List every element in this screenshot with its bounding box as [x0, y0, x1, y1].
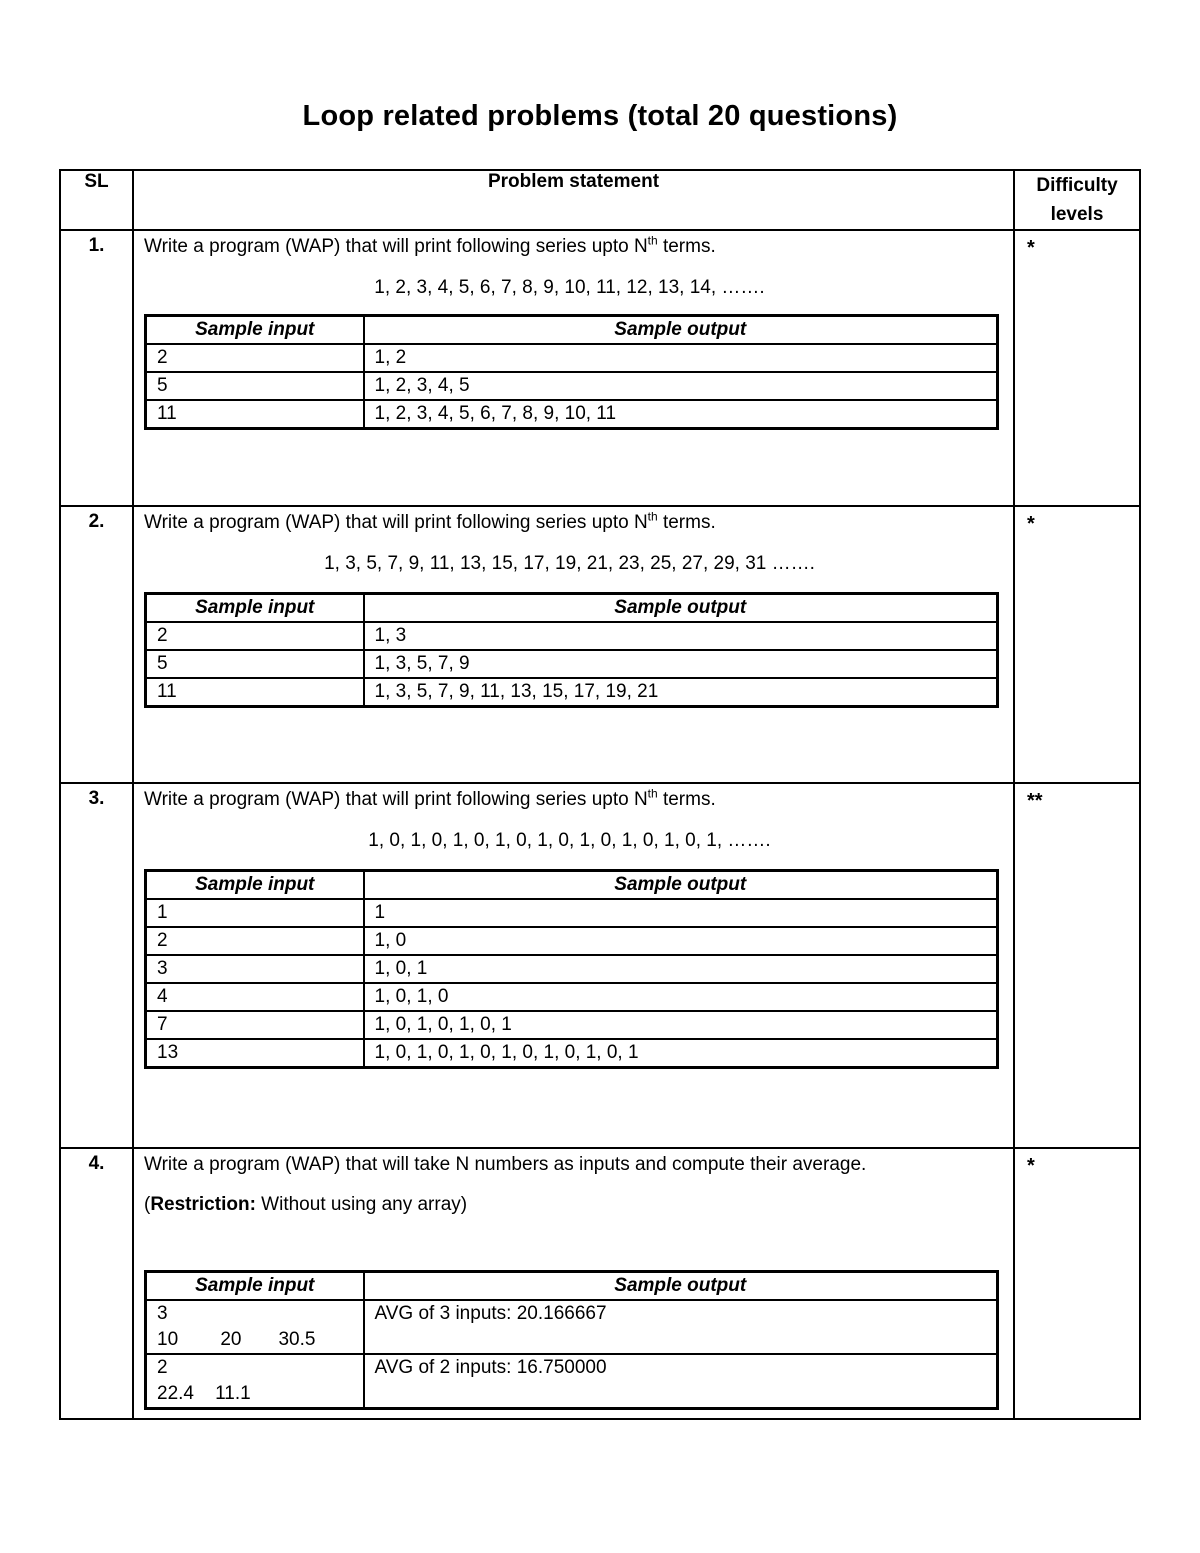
- difficulty-level: *: [1014, 230, 1140, 506]
- series-text: 1, 2, 3, 4, 5, 6, 7, 8, 9, 10, 11, 12, 13, 14, …….: [374, 277, 765, 298]
- problem-cell: [133, 783, 1014, 1148]
- problem-statement: Write a program (WAP) that will take N numbers as inputs and compute their average.: [144, 1154, 867, 1175]
- sample-row: 4 1, 0, 1, 0: [146, 983, 998, 1011]
- page-title: Loop related problems (total 20 questions): [302, 100, 898, 132]
- sample-row: 1 1: [146, 899, 998, 927]
- header-problem-statement: Problem statement: [133, 170, 1014, 230]
- problem-row-4: [60, 1148, 1140, 1419]
- series-text: 1, 3, 5, 7, 9, 11, 13, 15, 17, 19, 21, 23, 25, 27, 29, 31 …….: [324, 553, 815, 574]
- sample-row: 3 10 20 30.5 AVG of 3 inputs: 20.166667: [146, 1300, 998, 1354]
- sample-row: 2 22.4 11.1 AVG of 2 inputs: 16.750000: [146, 1354, 998, 1409]
- sample-row: 5 1, 3, 5, 7, 9: [146, 650, 998, 678]
- series-text: 1, 0, 1, 0, 1, 0, 1, 0, 1, 0, 1, 0, 1, 0, 1, 0, 1, …….: [368, 830, 771, 851]
- problem-cell: [133, 1148, 1014, 1419]
- sample-input-header: Sample input: [146, 1272, 364, 1301]
- problem-row-3: [60, 783, 1140, 1148]
- difficulty-level: **: [1014, 783, 1140, 1148]
- header-difficulty: [1014, 170, 1140, 230]
- sample-row: 3 1, 0, 1: [146, 955, 998, 983]
- problem-statement: Write a program (WAP) that will print following series upto $N^{th}$ terms.: [144, 509, 716, 533]
- sample-row: 13 1, 0, 1, 0, 1, 0, 1, 0, 1, 0, 1, 0, 1: [146, 1039, 998, 1068]
- sample-output-header: Sample output: [364, 316, 998, 345]
- problem-row-1: [60, 230, 1140, 506]
- header-difficulty-line2: levels: [1050, 204, 1104, 225]
- problem-cell: [133, 506, 1014, 783]
- problem-statement: Write a program (WAP) that will print following series upto $N^{th}$ terms.: [144, 786, 716, 810]
- restriction-note: (Restriction: Without using any array): [144, 1194, 468, 1215]
- problem-sl: 4.: [60, 1148, 133, 1419]
- problem-sl: 1.: [60, 230, 133, 506]
- sample-row: 5 1, 2, 3, 4, 5: [146, 372, 998, 400]
- sample-table: [144, 1270, 999, 1410]
- sample-row: 11 1, 3, 5, 7, 9, 11, 13, 15, 17, 19, 21: [146, 678, 998, 707]
- difficulty-level: *: [1014, 1148, 1140, 1419]
- sample-row: 11 1, 2, 3, 4, 5, 6, 7, 8, 9, 10, 11: [146, 400, 998, 429]
- problem-statement: Write a program (WAP) that will print following series upto $N^{th}$ terms.: [144, 233, 716, 257]
- problem-sl: 3.: [60, 783, 133, 1148]
- problem-cell: [133, 230, 1014, 506]
- difficulty-level: *: [1014, 506, 1140, 783]
- sample-table: [144, 314, 999, 430]
- sample-table: [144, 592, 999, 708]
- sample-output-header: Sample output: [364, 871, 998, 900]
- sample-input-header: Sample input: [146, 316, 364, 345]
- sample-input-header: Sample input: [146, 594, 364, 623]
- sample-output-header: Sample output: [364, 1272, 998, 1301]
- sample-row: 2 1, 3: [146, 622, 998, 650]
- sample-input-header: Sample input: [146, 871, 364, 900]
- sample-row: 2 1, 2: [146, 344, 998, 372]
- sample-row: 2 1, 0: [146, 927, 998, 955]
- problem-sl: 2.: [60, 506, 133, 783]
- problem-row-2: [60, 506, 1140, 783]
- sample-table: [144, 869, 999, 1069]
- header-difficulty-line1: Difficulty: [1036, 175, 1118, 196]
- restriction-label: Restriction:: [150, 1194, 256, 1215]
- table-header-row: [60, 170, 1140, 230]
- problems-table: [59, 169, 1141, 1420]
- header-sl: SL: [60, 170, 133, 230]
- sample-output-header: Sample output: [364, 594, 998, 623]
- sample-row: 7 1, 0, 1, 0, 1, 0, 1: [146, 1011, 998, 1039]
